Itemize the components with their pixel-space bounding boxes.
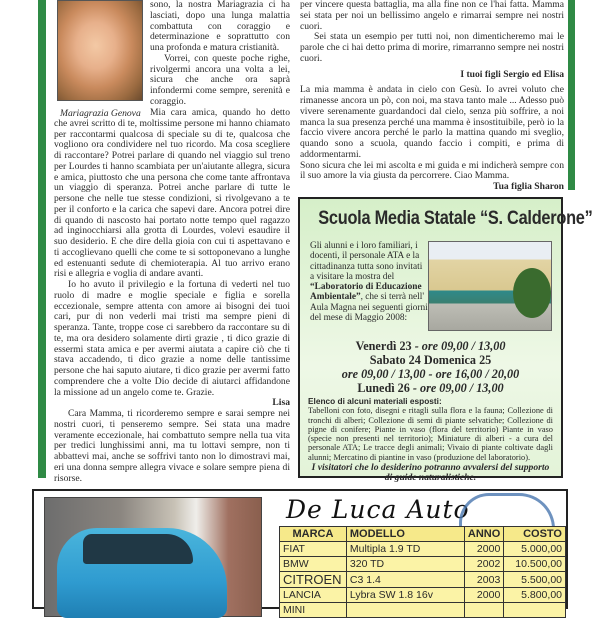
col-header: COSTO — [504, 527, 566, 542]
portrait-photo — [57, 0, 143, 101]
schedule-line: Venerdì 23 - ore 09,00 / 13,00 — [355, 339, 506, 353]
school-announcement-box — [298, 197, 593, 484]
schedule — [300, 339, 561, 395]
visitor-note: I visitatori che lo desiderino potranno avvalersi del supporto di guide naturalistiche. — [311, 462, 550, 484]
paragraph: Sono sicura che lei mi ascolta e mi guida e mi indicherà sempre con il suo amore la via giusta da percorrere. Ciao Mamma. — [300, 159, 564, 182]
paragraph: La mia mamma è andata in cielo con Gesù. Io avrei voluto che rimanesse ancora un pò, con noi, ma stava tanto male ... Adesso può vivere serenamente guardandoci dal cielo, senza più soffrire, a noi manca la sua presenza perché una mamma è insostituibile, però io la faccio vivere ancora perché le parlo la mattina quando mi sveglio, quando sono a scuola, quando faccio i compiti, e prima di addormentarmi. — [300, 84, 564, 160]
school-title: Scuola Media Statale “S. Calderone” — [318, 208, 593, 229]
paragraph: Cara Mamma, ti ricorderemo sempre e sarai sempre nei nostri cuori, ti penseremo sempre. Sei stata una madre veramente eccezionale, hai combattuto sempre nella tua vita per tredici lunghissimi anni, ma tu lottavi sempre, non ti abbattevi mai, anche se soffrivi tanto non lo dimostravi mai, eri una donna sempre allegra vivace e solare sempre piena di risorse. — [54, 408, 290, 484]
schedule-line: Sabato 24 Domenica 25 — [369, 353, 492, 367]
paragraph: Vorrei, con queste poche righe, rivolgermi ancora una volta a lei, sicura che anche ora saprà infondermi come sempre, serenità e coraggio. — [150, 52, 290, 107]
car-windows — [83, 534, 193, 564]
intro-text: , che si terrà nell' Aula Magna nei seguenti giorni del mese di Maggio 2008: — [310, 292, 428, 324]
col-header: ANNO — [464, 527, 503, 542]
signature-sergio-elisa: I tuoi figli Sergio ed Elisa — [460, 68, 564, 80]
signature-sharon: Tua figlia Sharon — [493, 181, 564, 192]
tree — [513, 268, 551, 318]
paragraph: per vincere questa battaglia, ma alla fine non ce l'hai fatta. Mamma sei stata per noi un bellissimo angelo e rimarrai sempre nei nostri cuori. — [300, 0, 564, 32]
paragraph: Mia cara amica, quando ho detto che avrei scritto di te, moltissime persone mi hanno chiamato per raccontarmi qualcosa di speciale su di te, qualcosa che vogliono ora condividere nel tuo ricordo. Ma cosa scegliere di raccontare? Potrei parlare di quando nel viaggio sul treno per Lourdes ti hanno scambiata per un'aiutante allegra, sicura e amica, piuttosto che una persona che come tante affrontava un viaggio di speranza. Potrei anche parlare di tutte le persone che nelle tue stesse condizioni, si rivolgevano a te per il conforto e la carica che sapevi dare. Ancora potrei dire di quando di nascosto hai portato notte tempo quel ragazzo ad inginocchiarsi alla grotta di Lourdes, volevi esaudire il suo desiderio. E che dire della gioia con cui ti aspettavano e ti accoglievano quelli che come te si sottoponevano a lunghe ed estenuanti sedute di chemioterapia. Al tuo arrivo erano risi e allegria e voglia di andare avanti. — [54, 107, 290, 280]
left-article-body — [54, 108, 290, 484]
intro-text: Gli alunni e i loro familiari, i docenti, il personale ATA e la cittadinanza tutta sono invitati a visitare la mostra del — [310, 241, 423, 282]
left-article-intro — [150, 0, 290, 108]
paragraph: Sei stata un esempio per tutti noi, non dimenticheremo mai le parole che ci hai detto prima di morire, rimarranno sempre nei nostri cuori. — [300, 31, 564, 64]
col-header: MODELLO — [346, 527, 464, 542]
paragraph: sono, la nostra Mariagrazia ci ha lasciati, dopo una lunga malattia combattuta con coraggio e determinazione e soprattutto con una profonda e matura cristianità. — [150, 0, 290, 53]
car-silhouette-icon — [459, 493, 555, 529]
schedule-line: Lunedì 26 - ore 09,00 / 13,00 — [357, 381, 504, 395]
school-building-photo — [428, 241, 552, 331]
materials-heading: Elenco di alcuni materiali esposti: — [308, 396, 442, 406]
right-green-border — [568, 0, 575, 190]
dealer-logo: De Luca Auto — [286, 495, 470, 524]
car-photo — [44, 497, 262, 617]
table-header — [280, 527, 566, 542]
col-header: MARCA — [280, 527, 347, 542]
table-row: BMW 320 TD 2002 10.500,00 — [280, 557, 566, 572]
materials-list: Tabelloni con foto, disegni e ritagli sulla flora e la fauna; Collezione di tronchi di alberi; Collezione di semi di piante selvatiche; Collezione di pigne di conifere; Piante in vaso (flora del territorio) Piante in vaso (specie non presenti nel territorio); Miniature di alberi - a cura del personale ATA; Le tracce degli animali; Vivaio di piante coltivate dagli alunni; Mercatino di piantine in vaso (produzione del laboratorio). — [308, 406, 553, 462]
car-dealer-ad — [32, 489, 568, 616]
price-table — [279, 526, 566, 618]
table-row: MINI — [280, 603, 566, 618]
photo-caption: Mariagrazia Genova — [60, 108, 141, 119]
left-green-border — [38, 0, 46, 478]
materials — [308, 397, 553, 483]
table-row: LANCIA Lybra SW 1.8 16v 2000 5.800,00 — [280, 588, 566, 603]
exhibition-name: “Laboratorio di Educazione Ambientale” — [310, 282, 422, 303]
school-intro — [310, 241, 428, 323]
right-article — [300, 0, 564, 193]
signature-lisa: Lisa — [272, 397, 290, 409]
table-row: FIAT Multipla 1.9 TD 2000 5.000,00 — [280, 542, 566, 557]
schedule-line: ore 09,00 / 13,00 - ore 16,00 / 20,00 — [341, 367, 520, 381]
paragraph: Io ho avuto il privilegio e la fortuna di vederti nel tuo ruolo di madre e moglie speciale e figlia e sorella eccezionale, sempre attenta con amore ai bisogni dei tuoi cari, pur di non vederli mai tristi ma sempre pieni di speranza. Tante, troppe cose ci sarebbero da raccontare su di te, ma ora desidero solamente dirti grazie , ti dico grazie di essermi stata amica e per avermi aiutata a capire ciò che ti stava accadendo, ti dico grazie a nome delle tantissime persone che hai saputo aiutare, ti dico grazie per avermi fatto comprendere che a volte Dio decide di aiutarci affidandone la missione ad un angelo come te. Grazie. — [54, 279, 290, 398]
table-row: CITROEN C3 1.4 2003 5.500,00 — [280, 572, 566, 588]
